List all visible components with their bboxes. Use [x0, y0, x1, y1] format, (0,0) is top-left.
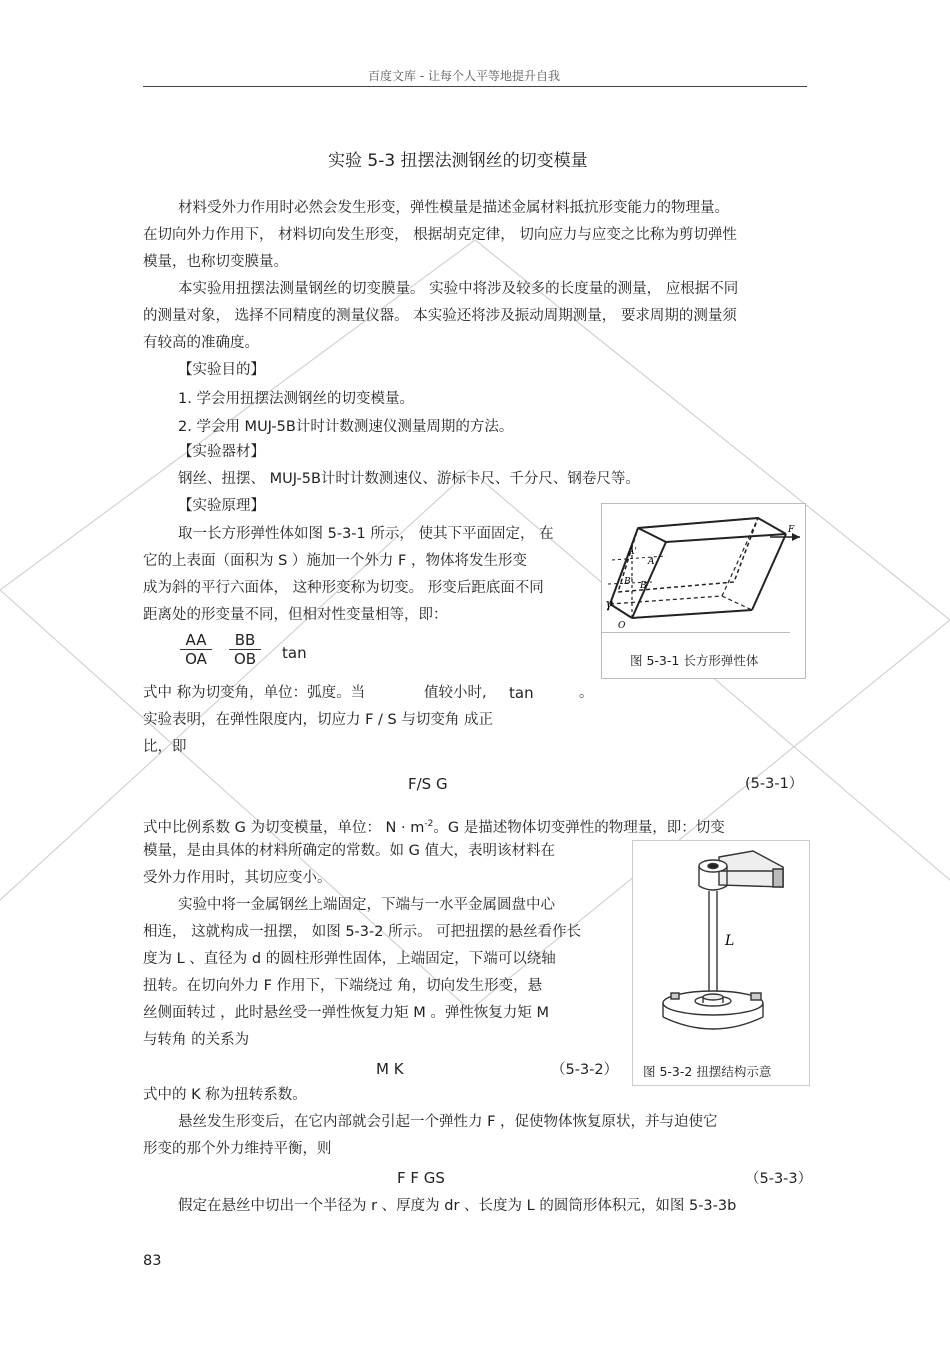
paragraph-line: 值较小时,	[424, 685, 487, 701]
paragraph-line: 成为斜的平行六面体， 这种形变称为切变。 形变后距底面不同	[143, 580, 544, 596]
paragraph-line: 假定在悬丝中切出一个半径为 r 、厚度为 dr 、长度为 L 的圆筒形体积元，如图 5-3-3b	[178, 1198, 737, 1214]
equation-5-3-3: F F GS	[397, 1169, 445, 1187]
equation-number: （5-3-2）	[551, 1062, 619, 1078]
page-number: 83	[143, 1253, 162, 1269]
superscript: -2	[424, 819, 434, 829]
figure-5-3-1	[601, 503, 806, 679]
header-text: 百度文库 - 让每个人平等地提升自我	[368, 69, 560, 83]
paragraph-line: 取一长方形弹性体如图 5-3-1 所示， 使其下平面固定， 在	[178, 526, 554, 542]
paragraph-line: 受外力作用时，其切应变小。	[143, 870, 332, 886]
paragraph-line: 它的上表面（面积为 S ）施加一个外力 F ，物体将发生形变	[143, 553, 527, 569]
paragraph-line: 相连， 这就构成一扭摆， 如图 5-3-2 所示。 可把扭摆的悬丝看作长	[143, 924, 582, 940]
fraction-denominator: OB	[233, 650, 257, 668]
label-a-prime: A'	[628, 547, 637, 557]
paragraph-line: 材料受外力作用时必然会发生形变，弹性模量是描述金属材料抵抗形变能力的物理量。	[178, 200, 729, 216]
page-title: 实验 5-3 扭摆法测钢丝的切变模量	[328, 151, 588, 171]
paragraph-line: 丝侧面转过 ，此时悬丝受一弹性恢复力矩 M 。弹性恢复力矩 M	[143, 1005, 549, 1021]
paragraph-line: 在切向外力作用下， 材料切向发生形变， 根据胡克定律， 切向应力与应变之比称为剪切弹性	[143, 227, 737, 243]
paragraph-line: 的测量对象， 选择不同精度的测量仪器。 本实验还将涉及振动周期测量， 要求周期的测量须	[143, 308, 737, 324]
label-b: B	[640, 581, 647, 591]
fraction-denominator: OA	[185, 650, 207, 668]
text-run: 。G 是描述物体切变弹性的物理量，即：切变	[433, 819, 725, 836]
section-heading-equipment: 【实验器材】	[178, 444, 265, 460]
tan-label: tan	[282, 644, 307, 662]
paragraph-line: 实验表明，在弹性限度内，切应力 F / S 与切变角 成正	[143, 712, 493, 728]
paragraph-line: 实验中将一金属钢丝上端固定，下端与一水平金属圆盘中心	[178, 897, 555, 913]
paragraph-line: 。	[579, 685, 594, 701]
paragraph-line: 度为 L 、直径为 d 的圆柱形弹性固体，上端固定，下端可以绕轴	[143, 951, 556, 967]
label-b-prime: B'	[624, 577, 634, 587]
text-run: 式中比例系数 G 为切变模量，单位： N · m	[143, 819, 425, 836]
section-heading-principle: 【实验原理】	[178, 498, 265, 514]
figure-caption: 图 5-3-2 扭摆结构示意	[643, 1064, 772, 1079]
paragraph-line: 式中的 K 称为扭转系数。	[143, 1087, 307, 1103]
paragraph-line: 本实验用扭摆法测量钢丝的切变膜量。 实验中将涉及较多的长度量的测量， 应根据不同	[178, 281, 739, 297]
header-rule	[143, 86, 807, 87]
paragraph-line: 悬丝发生形变后，在它内部就会引起一个弹性力 F ，促使物体恢复原状，并与迫使它	[178, 1114, 718, 1130]
paragraph-line: 距离处的形变量不同，但相对性变量相等，即：	[143, 607, 448, 623]
label-f: F	[788, 525, 795, 535]
paragraph-line: 比，即	[143, 739, 187, 755]
paragraph-line: 与转角 的关系为	[143, 1032, 250, 1048]
label-a: A	[648, 557, 655, 567]
fraction-aa-oa	[180, 631, 212, 668]
label-length-l: L	[725, 933, 735, 949]
label-o: O	[618, 621, 626, 631]
paragraph-line: 式中 称为切变角，单位：弧度。当	[143, 685, 366, 701]
paragraph-line: 模量，是由具体的材料所确定的常数。如 G 值大，表明该材料在	[143, 843, 555, 859]
purpose-item: 2. 学会用 MUJ-5B计时计数测速仪测量周期的方法。	[178, 419, 514, 435]
fraction-numerator: AA	[180, 631, 212, 650]
tan-label: tan	[509, 684, 534, 702]
parallelepiped-diagram	[602, 504, 805, 634]
paragraph-line: 有较高的准确度。	[143, 335, 259, 351]
equipment-list: 钢丝、扭摆、 MUJ-5B计时计数测速仪、游标卡尺、千分尺、钢卷尺等。	[178, 471, 640, 487]
figure-caption: 图 5-3-1 长方形弹性体	[630, 653, 759, 668]
fraction-numerator: BB	[229, 631, 261, 650]
fraction-bb-ob	[229, 631, 261, 668]
figure-divider	[602, 632, 790, 633]
purpose-item: 1. 学会用扭摆法测钢丝的切变模量。	[178, 391, 414, 407]
paragraph-line: 扭转。在切向外力 F 作用下，下端绕过 角，切向发生形变，悬	[143, 978, 543, 994]
equation-number: (5-3-1）	[745, 776, 804, 792]
torsion-pendulum-diagram	[633, 841, 809, 1051]
paragraph-line: 模量，也称切变膜量。	[143, 254, 288, 270]
equation-5-3-1: F/S G	[408, 775, 448, 793]
section-heading-purpose: 【实验目的】	[178, 362, 265, 378]
equation-5-3-2: M K	[376, 1060, 404, 1078]
figure-5-3-2	[632, 840, 810, 1086]
paragraph-line: 形变的那个外力维持平衡，则	[143, 1141, 332, 1157]
paragraph-line	[143, 815, 725, 837]
equation-number: （5-3-3）	[745, 1171, 813, 1187]
label-gamma: γ	[605, 597, 613, 612]
